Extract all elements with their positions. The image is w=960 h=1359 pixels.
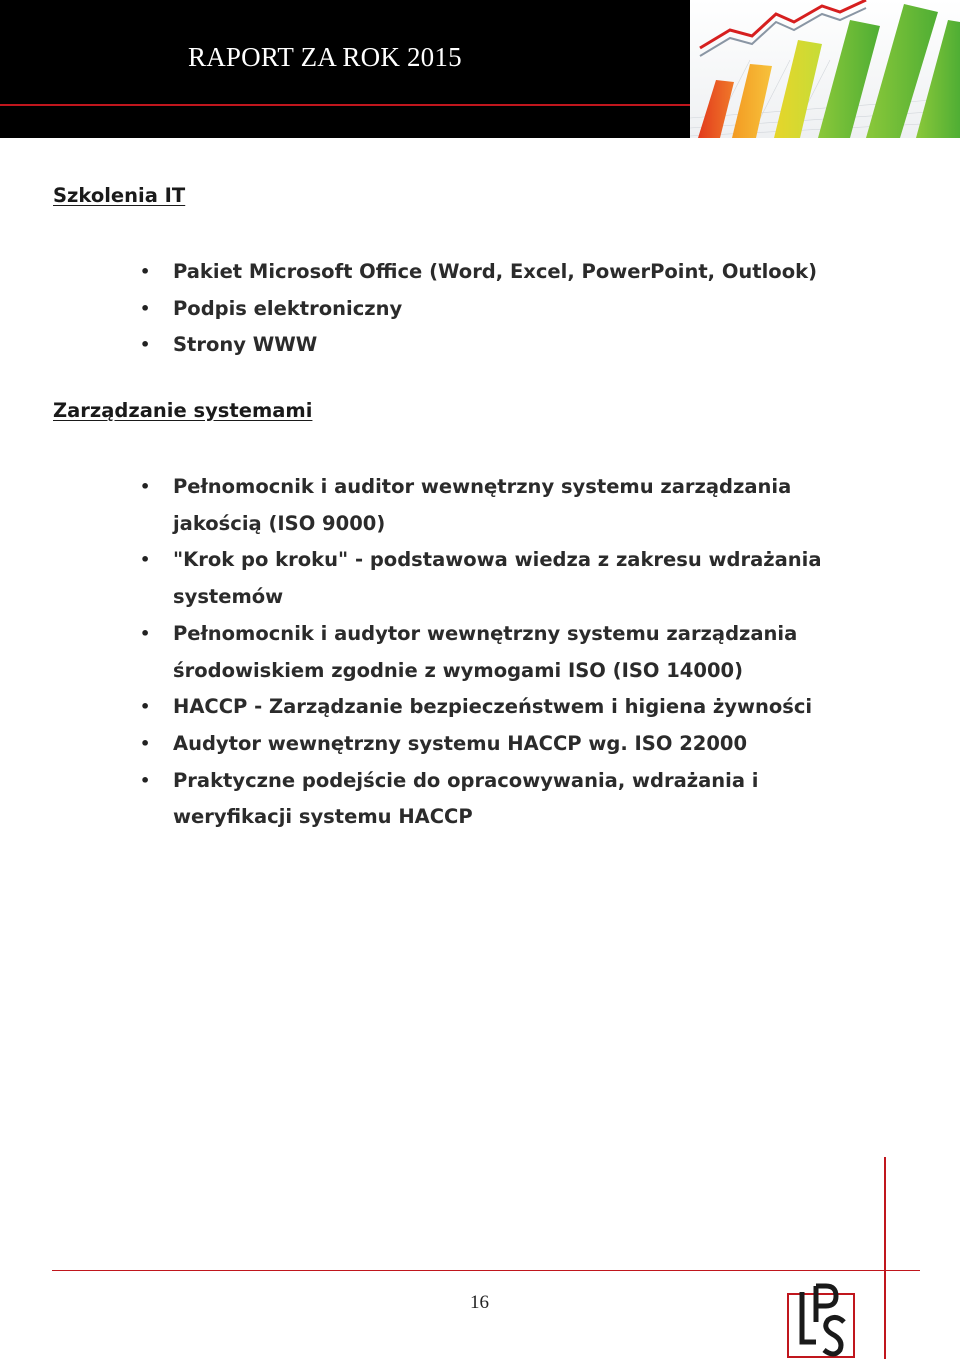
lps-logo-icon <box>786 1282 856 1359</box>
systems-management-list <box>140 469 860 836</box>
list-item: • Strony WWW <box>140 327 860 364</box>
section-heading-it-training: Szkolenia IT <box>53 184 186 207</box>
header-red-rule <box>0 104 692 106</box>
list-item: • Praktyczne podejście do opracowywania, wdrażania i weryfikacji systemu HACCP <box>140 763 860 836</box>
section-heading-systems-management: Zarządzanie systemami <box>53 399 313 422</box>
growth-chart-image <box>690 0 960 138</box>
report-title: RAPORT ZA ROK 2015 <box>188 42 462 72</box>
list-item: • Pełnomocnik i audytor wewnętrzny systemu zarządzania środowiskiem zgodnie z wymogami ISO (ISO 14000) <box>140 616 860 689</box>
footer-vertical-rule <box>884 1157 886 1359</box>
footer-red-rule <box>52 1270 920 1271</box>
it-training-list <box>140 254 860 364</box>
list-item: • Pakiet Microsoft Office (Word, Excel, PowerPoint, Outlook) <box>140 254 860 291</box>
page-number: 16 <box>470 1292 489 1313</box>
list-item: • "Krok po kroku" - podstawowa wiedza z zakresu wdrażania systemów <box>140 542 860 615</box>
list-item: • Podpis elektroniczny <box>140 291 860 328</box>
report-header <box>0 0 960 138</box>
list-item: • Pełnomocnik i auditor wewnętrzny systemu zarządzania jakością (ISO 9000) <box>140 469 860 542</box>
list-item: • Audytor wewnętrzny systemu HACCP wg. ISO 22000 <box>140 726 860 763</box>
list-item: • HACCP - Zarządzanie bezpieczeństwem i higiena żywności <box>140 689 860 726</box>
